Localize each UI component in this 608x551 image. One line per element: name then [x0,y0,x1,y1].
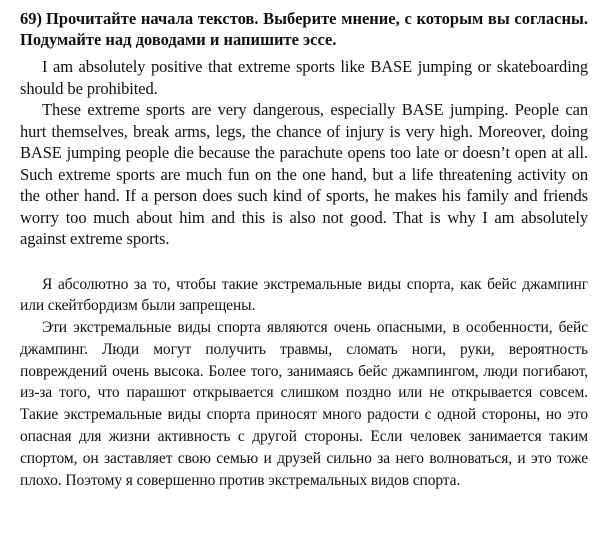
task-number: 69) [20,9,42,28]
document-page [20,8,588,491]
english-paragraph-2: These extreme sports are very dangerous, especially BASE jumping. People can hurt themselves, break arms, legs, the chance of injury is very high. Moreover, doing BASE jumping people die because the parachute opens too late or doesn’t open at all. Such extreme sports are much fun on the one hand, but a life threatening activity on the other hand. If a person does such kind of sports, he makes his family and friends worry too much about him and this is also not good. That is why I am absolutely against extreme sports. [20,100,588,248]
russian-paragraph-2: Эти экстремальные виды спорта являются очень опасными, в особенности, бейс джампинг. Люди могут получить травмы, сломать ноги, руки, вероятность повреждений очень высока. Более того, занимаясь бейс джампингом, люди погибают, из-за того, что парашют открывается слишком поздно или не открывается совсем. Такие экстремальные виды спорта приносят много радости с одной стороны, но это опасная для жизни активность с другой стороны. Если человек занимается таким спортом, он заставляет свою семью и друзей сильно за него волноваться, и это тоже плохо. Поэтому я совершенно против экстремальных видов спорта. [20,319,588,489]
russian-paragraph-1: Я абсолютно за то, чтобы такие экстремальные виды спорта, как бейс джампинг или скейтбордизм были запрещены. [20,275,588,315]
english-paragraph-1: I am absolutely positive that extreme sports like BASE jumping or skateboarding should be prohibited. [20,57,588,98]
russian-translation [20,274,588,492]
task-instruction: Прочитайте начала текстов. Выберите мнение, с которым вы согласны. Подумайте над доводами и напишите эссе. [20,9,588,49]
english-essay [20,56,588,250]
task-heading [20,8,588,50]
